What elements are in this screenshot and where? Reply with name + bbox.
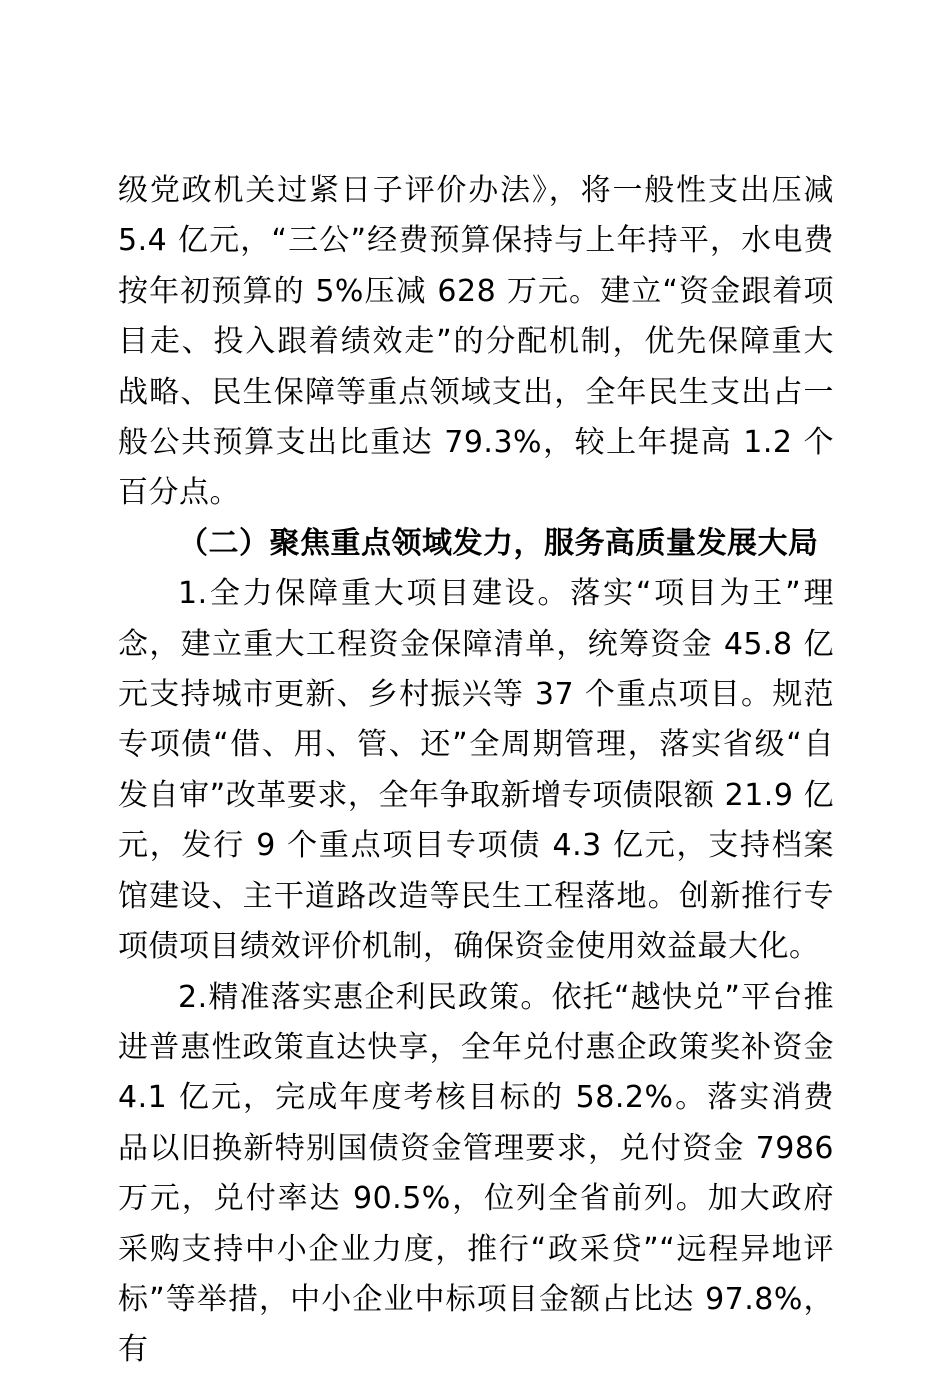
paragraph-point-1: 1.全力保障重大项目建设。落实“项目为王”理念，建立重大工程资金保障清单，统筹资金 45.8 亿元支持城市更新、乡村振兴等 37 个重点项目。规范专项债“借、用、管、还”全周期管理，落实省级“自发自审”改革要求，全年争取新增专项债限额 21.9 亿元，发行 9 个重点项目专项债 4.3 亿元，支持档案馆建设、主干道路改造等民生工程落地。创新推行专项债项目绩效评价机制，确保资金使用效益最大化。 bbox=[118, 576, 834, 965]
document-body bbox=[118, 166, 834, 1376]
section-heading: （二）聚焦重点领域发力，服务高质量发展大局 bbox=[178, 525, 819, 561]
paragraph-point-2: 2.精准落实惠企利民政策。依托“越快兑”平台推进普惠性政策直达快享，全年兑付惠企政策奖补资金 4.1 亿元，完成年度考核目标的 58.2%。落实消费品以旧换新特别国债资金管理要求，兑付资金 7986 万元，兑付率达 90.5%，位列全省前列。加大政府采购支持中小企业力度，推行“政采贷”“远程异地评标”等举措，中小企业中标项目金额占比达 97.8%，有 bbox=[118, 979, 834, 1368]
paragraph-continuation: 级党政机关过紧日子评价办法》，将一般性支出压减 5.4 亿元，“三公”经费预算保持与上年持平，水电费按年初预算的 5%压减 628 万元。建立“资金跟着项目走、投入跟着绩效走”的分配机制，优先保障重大战略、民生保障等重点领域支出，全年民生支出占一般公共预算支出比重达 79.3%，较上年提高 1.2 个百分点。 bbox=[118, 173, 834, 511]
